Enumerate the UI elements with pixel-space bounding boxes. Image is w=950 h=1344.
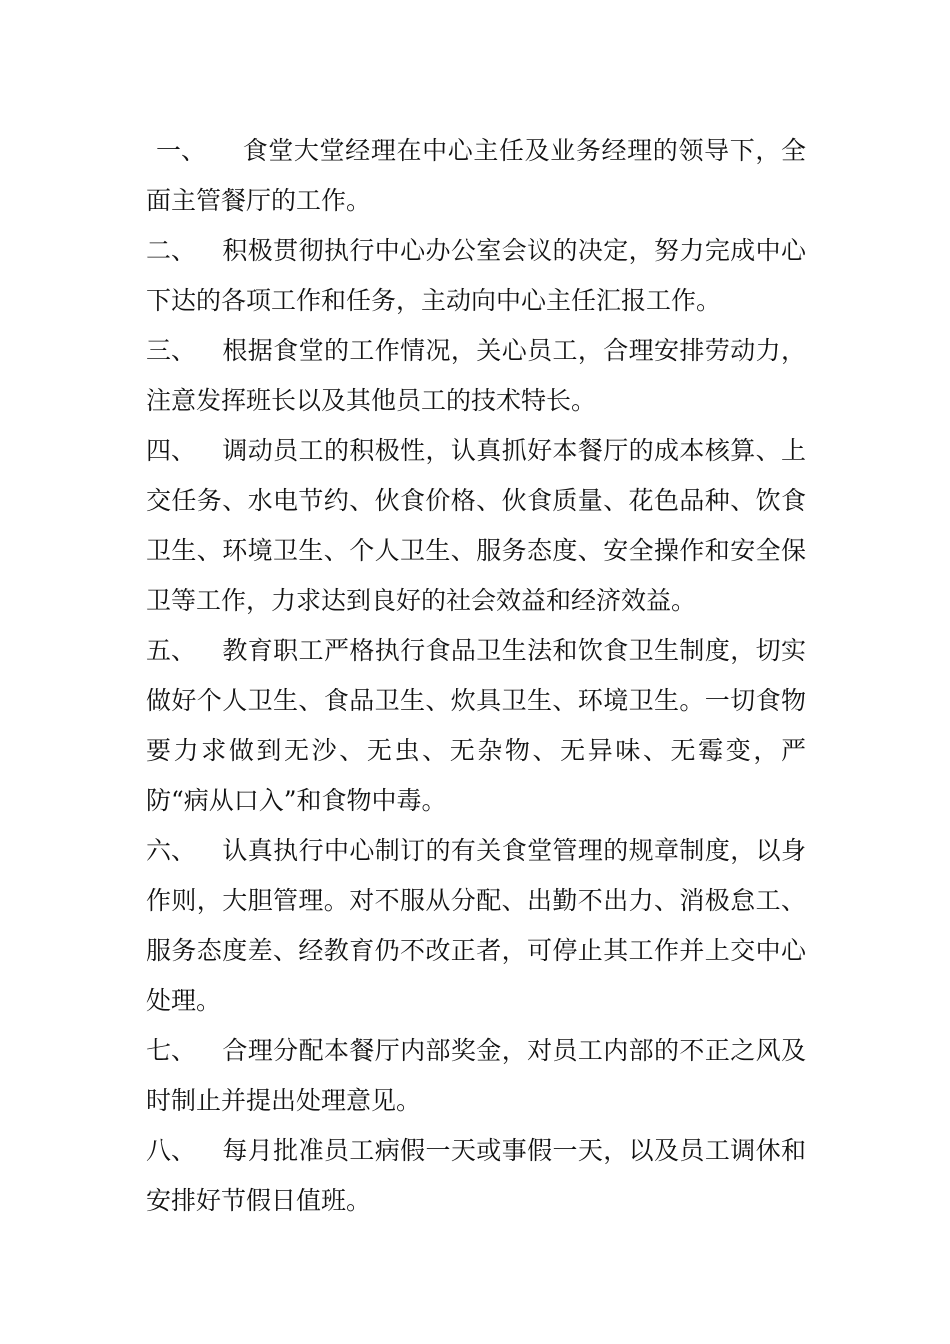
- list-item-3: [146, 326, 806, 426]
- item-text: 认真执行中心制订的有关食堂管理的规章制度，以身作则，大胆管理。对不服从分配、出勤不出力、消极怠工、服务态度差、经教育仍不改正者，可停止其工作并上交中心处理。: [146, 836, 806, 1015]
- item-text: 合理分配本餐厅内部奖金，对员工内部的不正之风及时制止并提出处理意见。: [146, 1036, 806, 1115]
- item-number: 八、: [146, 1136, 197, 1165]
- list-item-6: [146, 826, 806, 1026]
- list-item-1: [146, 126, 806, 226]
- item-number: 四、: [146, 436, 197, 465]
- list-item-4: [146, 426, 806, 626]
- item-text: 每月批准员工病假一天或事假一天，以及员工调休和安排好节假日值班。: [146, 1136, 806, 1215]
- item-number: 五、: [146, 636, 197, 665]
- item-number: 六、: [146, 836, 197, 865]
- list-item-5: [146, 626, 806, 826]
- list-item-8: [146, 1126, 806, 1226]
- item-text: 积极贯彻执行中心办公室会议的决定，努力完成中心下达的各项工作和任务，主动向中心主任汇报工作。: [146, 236, 806, 315]
- document-body: [146, 126, 806, 1226]
- list-item-2: [146, 226, 806, 326]
- item-text: 食堂大堂经理在中心主任及业务经理的领导下，全面主管餐厅的工作。: [146, 136, 806, 215]
- item-text: 根据食堂的工作情况，关心员工，合理安排劳动力，注意发挥班长以及其他员工的技术特长。: [146, 336, 806, 415]
- item-number: 一、: [156, 136, 207, 165]
- item-number: 二、: [146, 236, 197, 265]
- item-text: 教育职工严格执行食品卫生法和饮食卫生制度，切实做好个人卫生、食品卫生、炊具卫生、环境卫生。一切食物要力求做到无沙、无虫、无杂物、无异味、无霉变，严防“病从口入”和食物中毒。: [146, 636, 806, 815]
- item-text: 调动员工的积极性，认真抓好本餐厅的成本核算、上交任务、水电节约、伙食价格、伙食质量、花色品种、饮食卫生、环境卫生、个人卫生、服务态度、安全操作和安全保卫等工作，力求达到良好的社会效益和经济效益。: [146, 436, 806, 615]
- item-number: 七、: [146, 1036, 197, 1065]
- item-number: 三、: [146, 336, 197, 365]
- list-item-7: [146, 1026, 806, 1126]
